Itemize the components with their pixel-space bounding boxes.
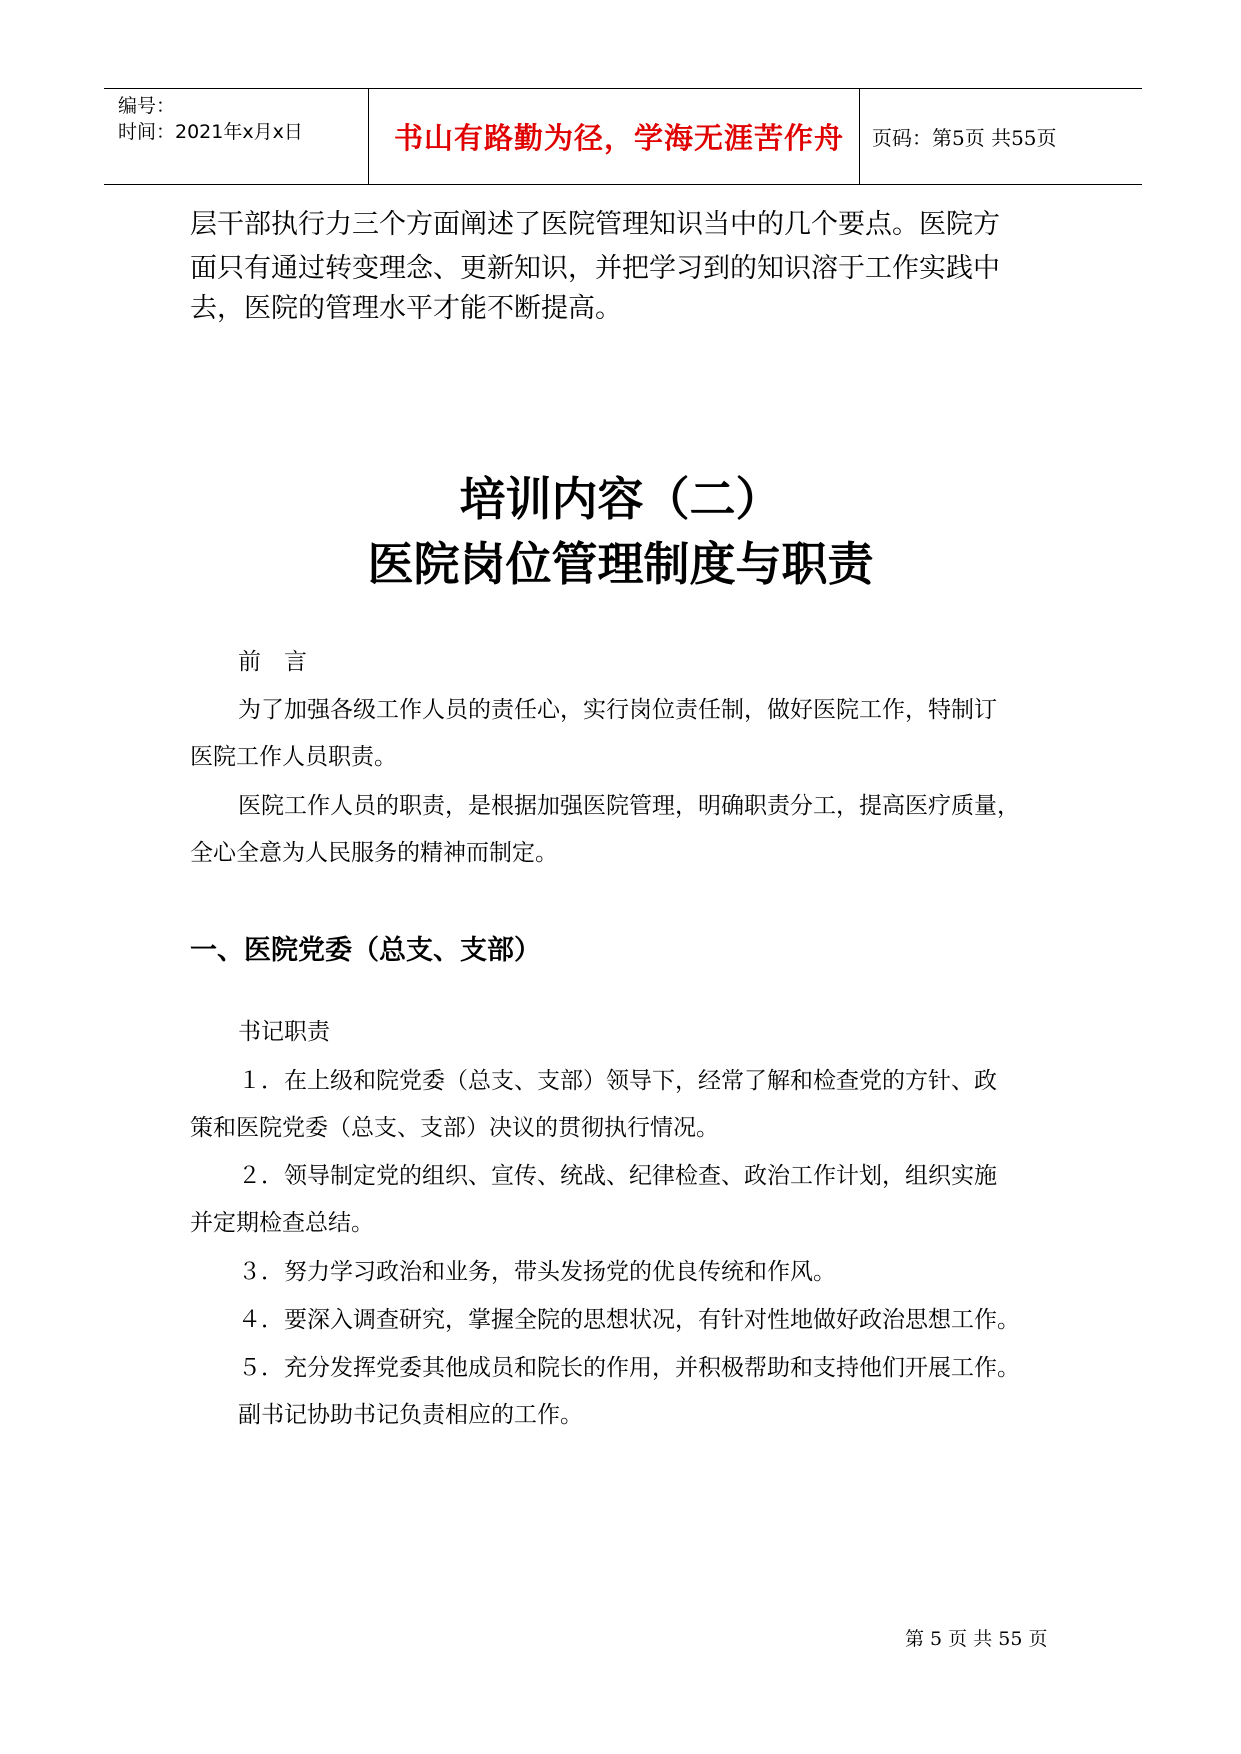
page-footer: 第 5 页 共 55 页	[905, 1628, 1048, 1650]
preface-p2-line2: 全心全意为人民服务的精神而制定。	[190, 840, 558, 866]
continuation-line-3: 去，医院的管理水平才能不断提高。	[190, 293, 622, 324]
item3: ３．努力学习政治和业务，带头发扬党的优良传统和作风。	[238, 1259, 836, 1285]
item1-line2: 策和医院党委（总支、支部）决议的贯彻执行情况。	[190, 1115, 719, 1141]
preface-p2-line1: 医院工作人员的职责，是根据加强医院管理，明确职责分工，提高医疗质量，	[238, 793, 1020, 819]
header-right-cell	[860, 89, 1142, 184]
training-title: 培训内容（二）	[459, 472, 782, 526]
header-motto-cell	[369, 89, 860, 184]
page-header	[104, 88, 1142, 185]
header-motto: 书山有路勤为径，学海无涯苦作舟	[393, 121, 844, 155]
preface-heading: 前 言	[238, 649, 307, 675]
preface-p1-line2: 医院工作人员职责。	[190, 744, 397, 770]
item1-line1: １．在上级和院党委（总支、支部）领导下，经常了解和检查党的方针、政	[238, 1068, 997, 1094]
item5: ５．充分发挥党委其他成员和院长的作用，并积极帮助和支持他们开展工作。	[238, 1355, 1020, 1381]
training-subtitle: 医院岗位管理制度与职责	[367, 537, 874, 591]
preface-p1-line1: 为了加强各级工作人员的责任心，实行岗位责任制，做好医院工作，特制订	[238, 697, 997, 723]
section-heading: 一、医院党委（总支、支部）	[190, 935, 541, 966]
sub-heading: 书记职责	[238, 1019, 330, 1045]
time-label: 时间：2021年x月x日	[118, 121, 303, 143]
continuation-line-2: 面只有通过转变理念、更新知识，并把学习到的知识溶于工作实践中	[190, 253, 1000, 284]
continuation-line-1: 层干部执行力三个方面阐述了医院管理知识当中的几个要点。医院方	[190, 209, 1000, 240]
item4: ４．要深入调查研究，掌握全院的思想状况，有针对性地做好政治思想工作。	[238, 1307, 1020, 1333]
item2-line2: 并定期检查总结。	[190, 1210, 374, 1236]
header-left-cell	[104, 89, 369, 184]
deputy-line: 副书记协助书记负责相应的工作。	[238, 1402, 583, 1428]
number-label: 编号：	[118, 95, 176, 117]
header-page-info: 页码：第5页 共55页	[872, 126, 1057, 150]
item2-line1: ２．领导制定党的组织、宣传、统战、纪律检查、政治工作计划，组织实施	[238, 1163, 997, 1189]
